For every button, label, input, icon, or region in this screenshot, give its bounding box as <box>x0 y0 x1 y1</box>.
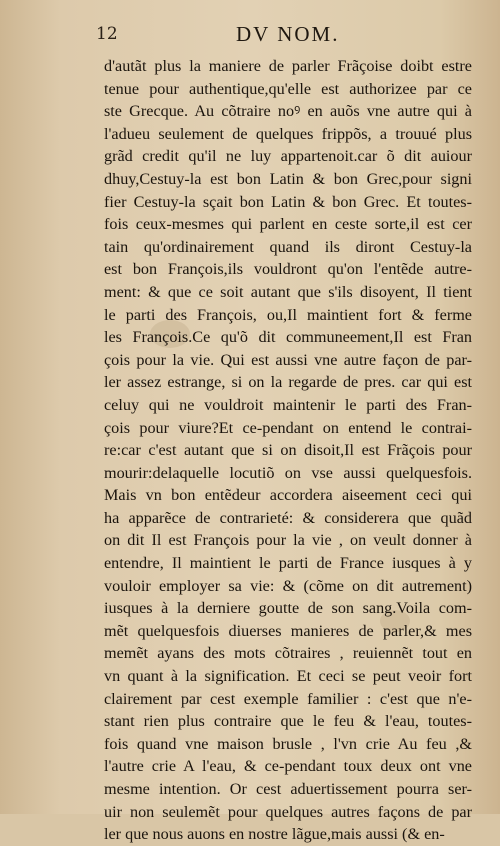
text-line: on dit Il est François pour la vie , on veult donner à <box>104 531 472 550</box>
text-line: entendre, Il maintient le parti de France iusques à y <box>104 554 472 573</box>
text-line: ste Grecque. Au cõtraire noꝰ en auõs vne autre qui à <box>104 102 472 121</box>
text-line: ler que nous auons en nostre lãgue,mais aussi (& en- <box>104 825 445 844</box>
text-line: fois quand vne maison brusle , l'vn crie Au feu ,& <box>104 734 472 753</box>
body-text <box>104 55 472 846</box>
text-line: celuy qui ne vouldroit maintenir le parti des Fran- <box>104 395 472 414</box>
text-line: tenue pour authentique,qu'elle est authorizee par ce <box>104 79 472 98</box>
text-line: çois pour viure?Et ce-pendant on entend le contrai- <box>104 418 472 437</box>
text-line: mẽt quelquesfois diuerses manieres de parler,& mes <box>104 621 472 640</box>
text-line: fois ceux-mesmes qui parlent en ceste sorte,il est cer <box>104 215 472 234</box>
text-line: vn quant à la signification. Et ceci se peut veoir fort <box>104 667 472 686</box>
text-line: l'adueu seulement de quelques frippõs, a trouué plus <box>104 124 472 143</box>
text-line: Mais vn bon entẽdeur accordera aiseement ceci qui <box>104 486 472 505</box>
text-line: les François.Ce qu'õ dit communeement,Il est Fran <box>104 328 472 347</box>
text-line: ha apparẽce de contrarieté: & considerera que quãd <box>104 508 472 527</box>
text-line: mourir:delaquelle locutiõ on vse aussi quelquesfois. <box>104 463 472 482</box>
text-line: re:car c'est autant que si on disoit,Il est Frãçois pour <box>104 441 472 460</box>
text-line: le parti des François, ou,Il maintient fort & ferme <box>104 305 472 324</box>
text-line: l'autre crie A l'eau, & ce-pendant toux deux ont vne <box>104 757 472 776</box>
page-number: 12 <box>96 24 118 44</box>
text-line: vouloir employer sa vie: & (cõme on dit autrement) <box>104 576 472 595</box>
text-line: est bon François,ils vouldront qu'on l'entẽde autre- <box>104 260 472 279</box>
text-line: tain qu'ordinairement quand ils diront Cestuy-la <box>104 237 472 256</box>
text-line: d'autãt plus la maniere de parler Frãçoise doibt estre <box>104 57 472 75</box>
text-line: stant rien plus contraire que le feu & l'eau, toutes- <box>104 712 472 731</box>
running-title: DV NOM. <box>236 22 340 46</box>
text-line: çois pour la vie. Qui est aussi vne autre façon de par- <box>104 350 472 369</box>
text-line: fier Cestuy-la sçait bon Latin & bon Grec. Et toutes- <box>104 192 472 211</box>
text-line: grãd credit qu'il ne luy appartenoit.car õ dit auiour <box>104 147 472 166</box>
text-line: ment: & que ce soit autant que s'ils disoyent, Il tient <box>104 282 472 301</box>
text-line: mesme intention. Or cest aduertissement pourra ser- <box>104 780 472 798</box>
text-line: ler assez estrange, si on la regarde de pres. car qui est <box>104 373 472 392</box>
text-line: iusques à la derniere goutte de son sang.Voila com- <box>104 599 472 618</box>
text-line: memẽt ayans des mots cõtraires , reuiennẽt tout en <box>104 644 472 663</box>
text-line: clairement par cest exemple familier : c'est que n'e- <box>104 689 472 708</box>
text-line: uir non seulemẽt pour quelques autres façons de par <box>104 802 472 821</box>
text-line: dhuy,Cestuy-la est bon Latin & bon Grec,pour signi <box>104 169 472 188</box>
